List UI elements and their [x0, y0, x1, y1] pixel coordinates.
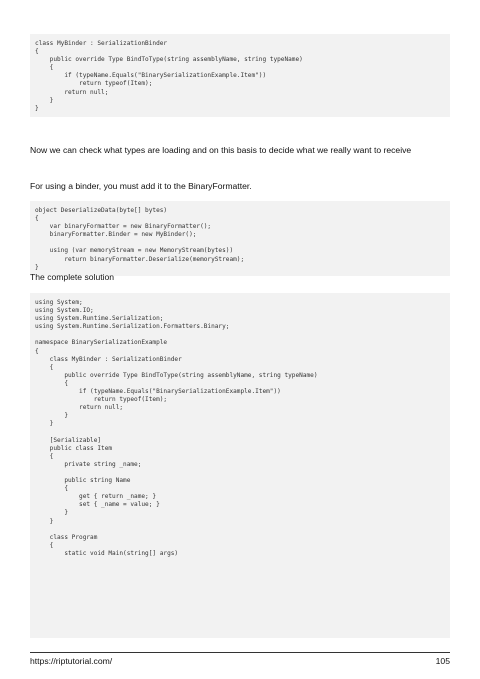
code-text: using System; using System.IO; using System.Runtime.Serialization; using System.Runtime.Serialization.Formatters.Binary; namespace BinarySerializationExample { class MyBinder : SerializationBinder { public override Type BindToType(string assemblyName, string typeName) { if (typeName.Equals("BinarySerializationExample.Item")) return typeof(Item); return null; } } [Serializable] public class Item { private string _name; public string Name { get { return _name; } set { _name = value; } } } class Program { static void Main(string[] args) [35, 299, 318, 557]
code-block-deserialize [30, 201, 450, 276]
footer-divider [30, 652, 450, 653]
code-block-complete [30, 293, 450, 638]
code-text: class MyBinder : SerializationBinder { public override Type BindToType(string assemblyName, string typeName) { if (typeName.Equals("BinarySerializationExample.Item")) return typeof(Item); return null; } } [35, 40, 303, 112]
code-block-binder [30, 34, 450, 117]
code-text: object DeserializeData(byte[] bytes) { var binaryFormatter = new BinaryFormatter(); binaryFormatter.Binder = new MyBinder(); using (var memoryStream = new MemoryStream(bytes)) return binaryFormatter.Deserialize(memoryStream); } [35, 207, 245, 271]
footer-url[interactable]: https://riptutorial.com/ [30, 656, 113, 666]
paragraph-complete-solution: The complete solution [30, 272, 115, 282]
page-number: 105 [435, 656, 450, 666]
paragraph-add-binder: For using a binder, you must add it to the BinaryFormatter. [30, 181, 252, 191]
paragraph-check-types: Now we can check what types are loading and on this basis to decide what we really want to receive [30, 145, 412, 155]
